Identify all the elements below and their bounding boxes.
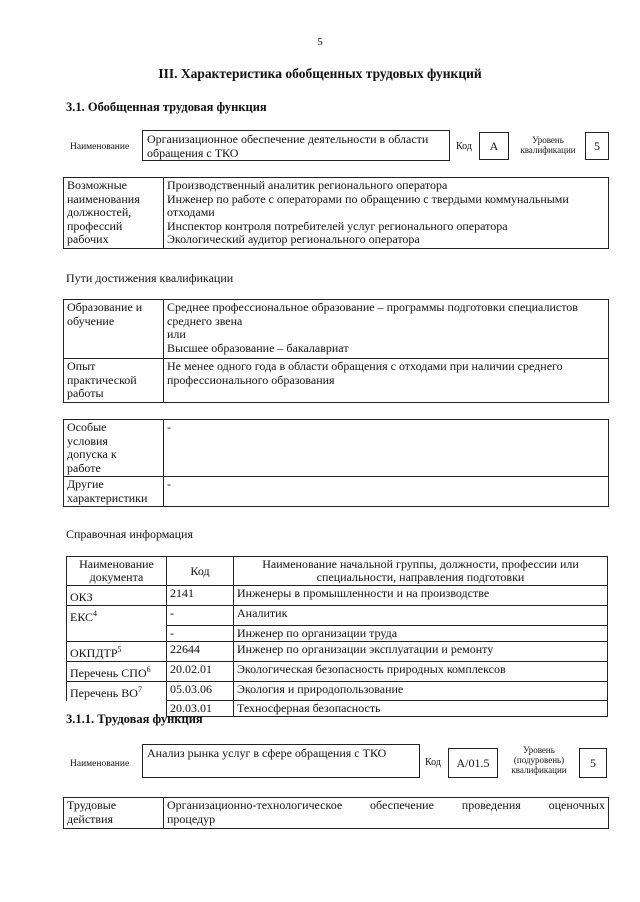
experience-value: Не менее одного года в области обращения с отходами при наличии среднего профессионального образования bbox=[164, 359, 609, 403]
table-row: - Инженер по организации труда bbox=[67, 625, 608, 641]
education-value: Среднее профессиональное образование – программы подготовки специалистов среднего звена или Высшее образование – бакалавриат bbox=[164, 300, 609, 359]
list-item: Инженер по работе с операторами по обращению с твердыми коммунальными отходами bbox=[167, 191, 569, 219]
table-row bbox=[64, 178, 609, 249]
table-row: 20.03.01 Техносферная безопасность bbox=[67, 701, 608, 717]
tf-code-value: A/01.5 bbox=[456, 756, 490, 770]
page-number: 5 bbox=[317, 36, 323, 48]
other-label: Другие характеристики bbox=[64, 477, 164, 507]
table-row: ОКПДТР$^5$ 22644 Инженер по организации эксплуатации и ремонту bbox=[67, 641, 608, 661]
gtf-level-label: Уровень квалификации bbox=[520, 135, 576, 155]
table-row: Перечень $ВО^7$ 05.03.06 Экология и природопользование bbox=[67, 681, 608, 701]
gtf-level-box bbox=[585, 132, 609, 160]
tf-name-box bbox=[142, 744, 420, 778]
gtf-code-label: Код bbox=[456, 141, 472, 152]
col-header-doc: Наименование документа bbox=[67, 557, 167, 586]
tf-heading: 3.1.1. Трудовая функция bbox=[66, 712, 203, 726]
gtf-name-value: Организационное обеспечение деятельности в области обращения с ТКО bbox=[147, 132, 429, 160]
conditions-table bbox=[63, 419, 609, 507]
reference-table bbox=[66, 556, 608, 717]
table-row bbox=[64, 420, 609, 477]
table-row: Перечень СПО$^6$ 20.02.01 Экологическая безопасность природных комплексов bbox=[67, 661, 608, 681]
table-row bbox=[67, 557, 608, 586]
gtf-code-value: A bbox=[489, 139, 499, 153]
list-item: Производственный аналитик регионального оператора bbox=[167, 178, 448, 192]
table-row: ЕКС$^4$ - Аналитик bbox=[67, 606, 608, 626]
paths-heading: Пути достижения квалификации bbox=[66, 271, 234, 285]
section-title: III. Характеристика обобщенных трудовых функций bbox=[158, 66, 482, 81]
special-value: - bbox=[164, 420, 609, 477]
reference-heading: Справочная информация bbox=[66, 527, 193, 541]
special-label: Особые условия допуска к работе bbox=[64, 420, 164, 477]
actions-table bbox=[63, 797, 609, 829]
gtf-code-box bbox=[479, 132, 509, 160]
tf-code-box bbox=[448, 748, 498, 778]
tf-level-box bbox=[579, 748, 607, 778]
actions-value: Организационно-технологическое обеспечение проведения оценочных процедур bbox=[164, 798, 609, 829]
paths-table bbox=[63, 299, 609, 403]
other-value: - bbox=[164, 477, 609, 507]
table-row bbox=[64, 798, 609, 829]
gtf-name-box bbox=[142, 130, 450, 161]
education-label: Образование и обучение bbox=[64, 300, 164, 359]
col-header-name: Наименование начальной группы, должности, профессии или специальности, направления подготовки bbox=[234, 557, 608, 586]
tf-code-label: Код bbox=[425, 757, 441, 768]
positions-list bbox=[164, 178, 609, 249]
gtf-heading: 3.1. Обобщенная трудовая функция bbox=[66, 100, 267, 114]
table-row: ОКЗ 2141 Инженеры в промышленности и на производстве bbox=[67, 586, 608, 606]
tf-level-value: 5 bbox=[590, 756, 596, 770]
tf-level-label: Уровень (подуровень) квалификации bbox=[511, 745, 567, 775]
list-item: Инспектор контроля потребителей услуг регионального оператора bbox=[167, 218, 508, 233]
tf-name-value: Анализ рынка услуг в сфере обращения с ТКО bbox=[147, 746, 387, 760]
gtf-level-value: 5 bbox=[594, 139, 600, 153]
col-header-code: Код bbox=[167, 557, 234, 586]
list-item: Экологический аудитор регионального оператора bbox=[167, 232, 420, 246]
table-row bbox=[64, 359, 609, 403]
actions-label: Трудовые действия bbox=[64, 798, 164, 829]
table-row bbox=[64, 477, 609, 507]
experience-label: Опыт практической работы bbox=[64, 359, 164, 403]
gtf-name-label: Наименование bbox=[70, 142, 130, 152]
positions-label: Возможные наименования должностей, профессий рабочих bbox=[64, 178, 164, 249]
positions-table bbox=[63, 177, 609, 249]
table-row bbox=[64, 300, 609, 359]
tf-name-label: Наименование bbox=[70, 759, 130, 769]
